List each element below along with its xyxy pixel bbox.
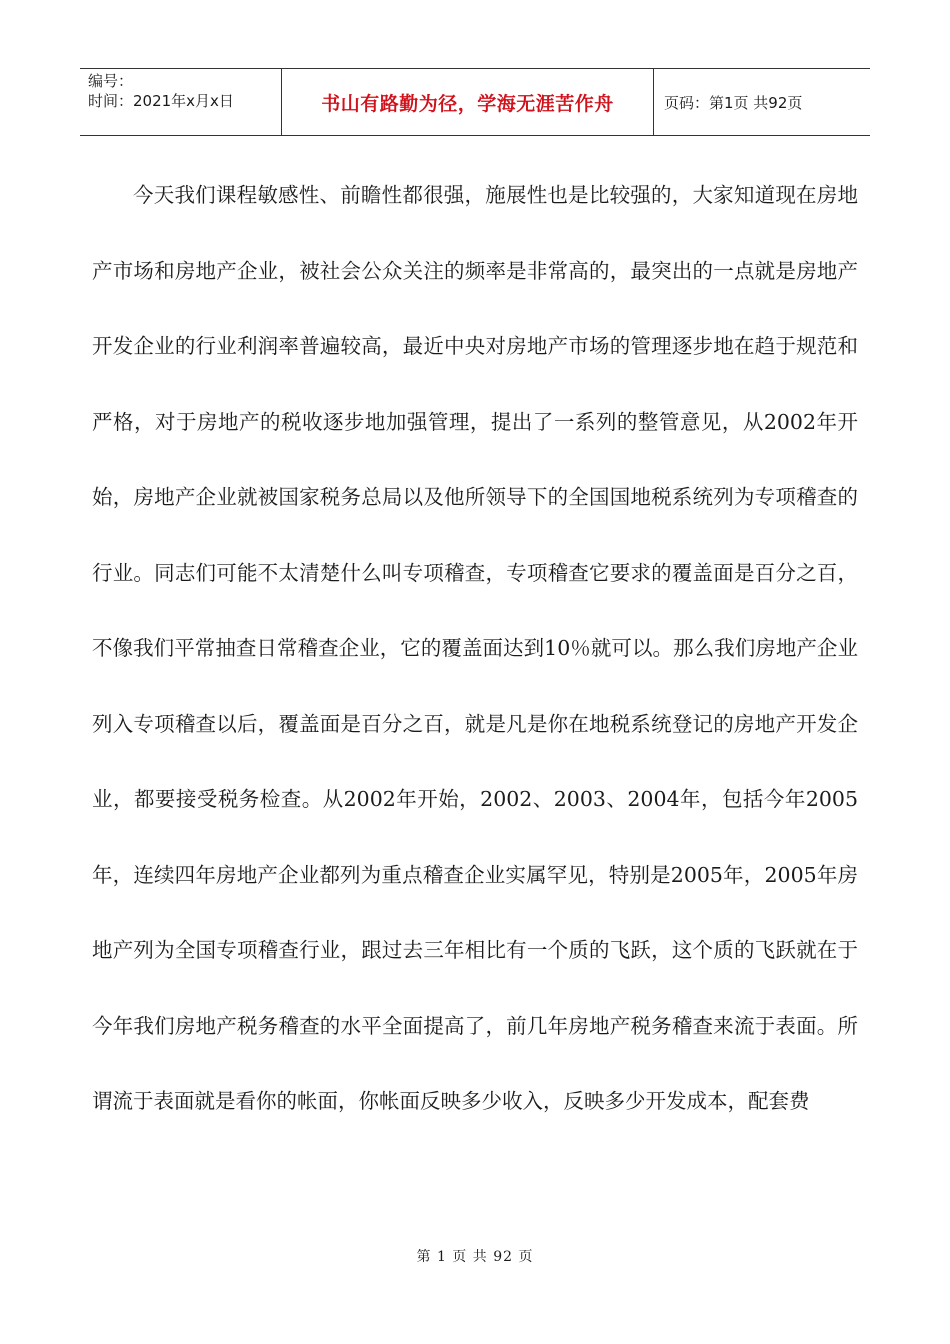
motto-text: 书山有路勤为径，学海无涯苦作舟 — [321, 92, 614, 115]
page-info-cell — [654, 69, 870, 135]
page-info-text: 页码：第1页 共92页 — [664, 93, 803, 112]
document-header — [80, 68, 870, 136]
document-body — [92, 158, 858, 1140]
motto-cell — [282, 69, 654, 135]
date-label: 时间：2021年x月x日 — [88, 92, 234, 110]
serial-number-label: 编号： — [88, 72, 134, 90]
page-footer: 第 1 页 共 92 页 — [416, 1249, 534, 1265]
body-paragraph: 今天我们课程敏感性、前瞻性都很强，施展性也是比较强的，大家知道现在房地产市场和房地产企业，被社会公众关注的频率是非常高的，最突出的一点就是房地产开发企业的行业利润率普遍较高，最近中央对房地产市场的管理逐步地在趋于规范和严格，对于房地产的税收逐步地加强管理，提出了一系列的整管意见，从2002年开始，房地产企业就被国家税务总局以及他所领导下的全国国地税系统列为专项稽查的行业。同志们可能不太清楚什么叫专项稽查，专项稽查它要求的覆盖面是百分之百，不像我们平常抽查日常稽查企业，它的覆盖面达到10％就可以。那么我们房地产企业列入专项稽查以后，覆盖面是百分之百，就是凡是你在地税系统登记的房地产开发企业，都要接受税务检查。从2002年开始，2002、2003、2004年，包括今年2005年，连续四年房地产企业都列为重点稽查企业实属罕见，特别是2005年，2005年房地产列为全国专项稽查行业，跟过去三年相比有一个质的飞跃，这个质的飞跃就在于今年我们房地产税务稽查的水平全面提高了，前几年房地产税务稽查来流于表面。所谓流于表面就是看你的帐面，你帐面反映多少收入，反映多少开发成本，配套费 — [92, 183, 858, 1113]
header-meta-cell — [80, 69, 282, 135]
